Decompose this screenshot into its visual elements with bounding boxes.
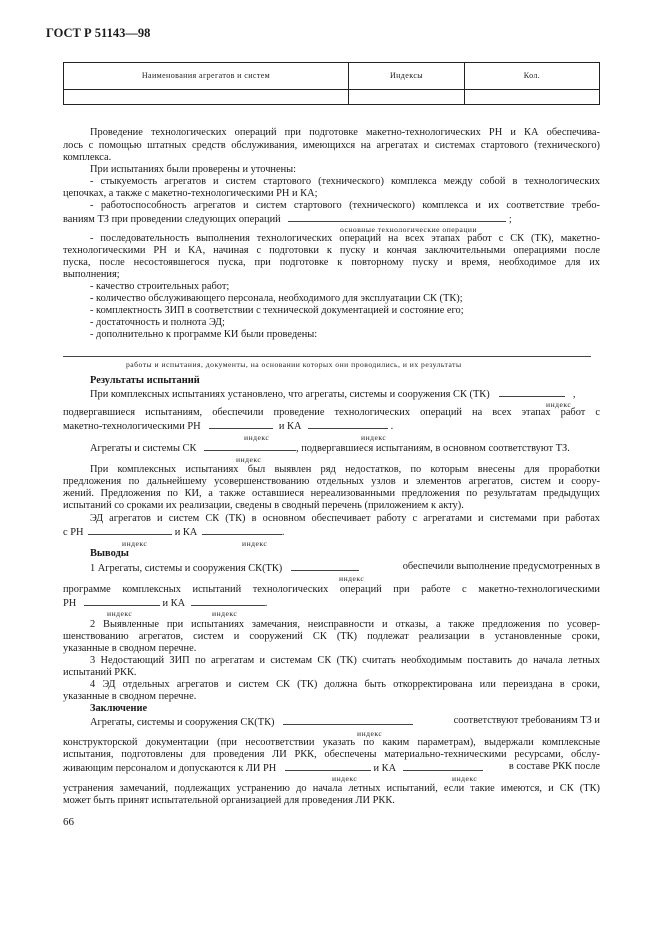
field-caption: индекс <box>107 609 133 618</box>
fill-blank <box>291 561 359 571</box>
text-line <box>63 561 600 576</box>
text-fragment: и КА <box>162 598 186 609</box>
section-heading-conclusions: Выводы <box>90 548 129 559</box>
text-line <box>63 596 600 611</box>
list-item: - дополнительно к программе КИ были проведены: <box>90 329 318 340</box>
fill-blank <box>191 596 265 606</box>
text-line: 3 Недостающий ЗИП по агрегатам и системам СК (ТК) считать необходимым поставить до начала летных <box>90 655 600 666</box>
field-caption: индекс <box>242 539 268 548</box>
text-line: устранения замечаний, подлежащих устранению до начала летных испытаний, если такие имеются, и СК (ТК) <box>63 783 600 794</box>
text-line: указанные в сводном перечне. <box>63 643 197 654</box>
text-fragment: РН <box>63 598 77 609</box>
text-fragment: , <box>572 389 576 400</box>
text-fragment: При комплексных испытаниях установлено, что агрегаты, системы и сооружения СК (ТК) <box>90 389 490 400</box>
text-line: 2 Выявленные при испытаниях замечания, неисправности и отказы, а также предложения по усовер- <box>90 619 600 630</box>
section-heading-final: Заключение <box>90 703 148 714</box>
text-fragment: и КА <box>278 421 302 432</box>
field-caption: индекс <box>122 539 148 548</box>
fill-blank <box>202 525 282 535</box>
field-caption: индекс <box>452 774 478 783</box>
list-item: - комплектность ЗИП в соответствии с технической документацией и состояние его; <box>90 305 464 316</box>
text-fragment: и КА <box>174 527 198 538</box>
field-caption: индекс <box>212 609 238 618</box>
fill-blank <box>209 419 273 429</box>
text-line: При испытаниях были проверены и уточнены: <box>90 164 297 175</box>
fill-blank <box>84 596 160 606</box>
table-header-indexes: Индексы <box>349 63 465 90</box>
fill-blank <box>283 715 413 725</box>
text-line: - последовательность выполнения технологических операций на всех этапах работ с СК (ТК), макетно- <box>90 233 600 244</box>
text-fragment: . <box>390 421 394 432</box>
field-caption: индекс <box>244 433 270 442</box>
text-line: комплекса. <box>63 152 112 163</box>
text-line: 4 ЭД отдельных агрегатов и систем СК (ТК) должна быть откорректирована или переиздана в сроки, <box>90 679 600 690</box>
fill-blank <box>308 419 388 429</box>
field-caption: индекс <box>361 433 387 442</box>
text-fragment: Агрегаты и системы СК <box>90 443 197 454</box>
text-fragment: . <box>281 527 285 538</box>
text-line: конструкторской документации (при несоответствии указать по каким параметрам), выдержали комплексные <box>63 737 600 748</box>
text-line: Проведение технологических операций при подготовке макетно-технологических РН и КА обеспечива- <box>90 127 600 138</box>
text-line: указанные в сводном перечне. <box>63 691 197 702</box>
text-line: - работоспособность агрегатов и систем стартового (технического) комплекса и их соответствие требо- <box>90 200 600 211</box>
text-fragment: ваниям ТЗ при проведении следующих операций <box>63 214 281 225</box>
field-caption: индекс <box>332 774 358 783</box>
text-line <box>63 441 600 456</box>
text-line <box>63 212 600 227</box>
text-line: технологическими РН и КА, начиная с подготовки к пуску и кончая заключительными операциями после <box>63 245 600 256</box>
text-line: - стыкуемость агрегатов и систем стартового (технического) комплекса между собой в технологических <box>90 176 600 187</box>
table-cell <box>465 90 600 105</box>
text-fragment: с РН <box>63 527 84 538</box>
text-line: может быть принят испытательной организацией для проведения ЛИ РКК. <box>63 795 395 806</box>
text-fragment: обеспечили выполнение предусмотренных в <box>402 561 600 572</box>
text-fragment: живающим персоналом и допускаются к ЛИ РН <box>63 763 277 774</box>
text-fragment: соответствуют требованиям ТЗ и <box>453 715 600 726</box>
fill-rule <box>63 356 591 357</box>
table-cell <box>349 90 465 105</box>
document-header: ГОСТ Р 51143—98 <box>46 26 151 40</box>
text-line: пуска, после несостоявшегося пуска, при подготовке к повторному пуску и время, необходимое для их <box>63 257 600 268</box>
table-header-count: Кол. <box>465 63 600 90</box>
text-line <box>63 419 600 434</box>
text-line: выполнения; <box>63 269 120 280</box>
page-number: 66 <box>63 816 74 828</box>
list-item: - качество строительных работ; <box>90 281 230 292</box>
fill-blank <box>403 761 483 771</box>
section-heading-results: Результаты испытаний <box>90 375 200 386</box>
fill-blank <box>285 761 371 771</box>
field-caption: основные технологические операции <box>340 225 478 234</box>
units-table <box>63 62 600 105</box>
text-line <box>63 387 600 402</box>
table-cell <box>64 90 349 105</box>
text-line <box>63 715 600 730</box>
text-fragment: в составе РКК после <box>508 761 600 772</box>
text-line: жений. Предложения по КИ, а также оставшиеся нереализованными предложения по результатам предыдущих <box>63 488 600 499</box>
field-caption: индекс <box>236 455 262 464</box>
fill-blank <box>499 387 565 397</box>
field-caption: индекс <box>546 400 572 409</box>
text-line: испытаний со сроками их реализации, сведены в сводный перечень (приложением к акту). <box>63 500 464 511</box>
text-fragment: Агрегаты, системы и сооружения СК(ТК) <box>90 717 275 728</box>
fill-blank <box>88 525 172 535</box>
text-line: подвергавшиеся испытаниям, обеспечили проведение технологических операций на всех этапах работ с <box>63 407 600 418</box>
fill-blank <box>288 212 506 222</box>
field-caption: индекс <box>339 574 365 583</box>
text-line: цепочках, а также с макетно-технологическими РН и КА; <box>63 188 318 199</box>
list-item: - количество обслуживающего персонала, необходимого для эксплуатации СК (ТК); <box>90 293 463 304</box>
text-line: При комплексных испытаниях был выявлен ряд недостатков, по которым внесены для проработки <box>90 464 600 475</box>
fill-blank <box>204 441 296 451</box>
field-caption: индекс <box>357 729 383 738</box>
table-header-names: Наименования агрегатов и систем <box>64 63 349 90</box>
text-fragment: и КА <box>373 763 397 774</box>
text-line: предложения по дальнейшему усовершенствованию отдельных узлов и элементов агрегатов, систем и соору- <box>63 476 600 487</box>
text-line: испытаний РКК. <box>63 667 137 678</box>
field-caption: работы и испытания, документы, на основании которых они проводились, и их результаты <box>126 360 462 369</box>
text-line: лось с помощью штатных средств обслуживания, имеющихся на агрегатах и системах стартового (технического) <box>63 140 600 151</box>
list-item: - достаточность и полнота ЭД; <box>90 317 225 328</box>
text-fragment: , подвергавшиеся испытаниям, в основном соответствуют ТЗ. <box>296 443 570 454</box>
text-fragment: . <box>264 598 268 609</box>
text-line: ЭД агрегатов и систем СК (ТК) в основном обеспечивает работу с агрегатами и системами при работах <box>90 513 600 524</box>
text-fragment: ; <box>508 214 512 225</box>
text-line: программе комплексных испытаний технологических операций при работе с макетно-технологическими <box>63 584 600 595</box>
text-line: шенствованию агрегатов, систем и сооружений СК (ТК) подлежат реализации в установленные сроки, <box>63 631 600 642</box>
text-fragment: макетно-технологическими РН <box>63 421 201 432</box>
text-line: испытания, подготовлены для проведения ЛИ РКК, обеспечены материально-техническими ресурсами, обслу- <box>63 749 600 760</box>
text-fragment: 1 Агрегаты, системы и сооружения СК(ТК) <box>90 563 283 574</box>
